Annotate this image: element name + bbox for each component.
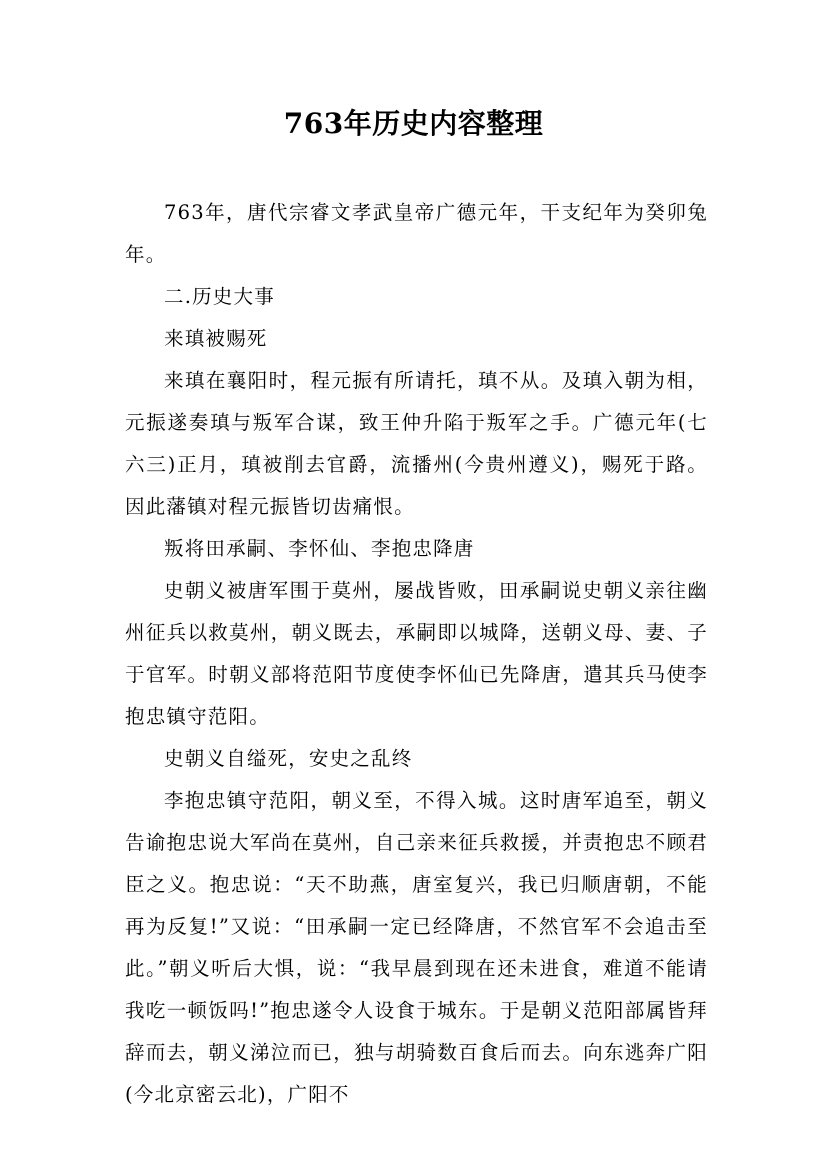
intro-paragraph: 763年，唐代宗睿文孝武皇帝广德元年，干支纪年为癸卯兔年。: [125, 201, 708, 266]
event-heading-surrender: 叛将田承嗣、李怀仙、李抱忠降唐: [164, 537, 475, 560]
section-heading: 二.历史大事: [164, 285, 275, 308]
event-heading-shi-chaoyi: 史朝义自缢死，安史之乱终: [164, 747, 413, 770]
event-paragraph-lai-zhen: 来瑱在襄阳时，程元振有所请托，瑱不从。及瑱入朝为相，元振遂奏瑱与叛军合谋，致王仲升陷于叛军之手。广德元年(七六三)正月，瑱被削去官爵，流播州(今贵州遵义)，赐死于路。因此藩镇对程元振皆切齿痛恨。: [125, 369, 708, 518]
event-paragraph-surrender: 史朝义被唐军围于莫州，屡战皆败，田承嗣说史朝义亲往幽州征兵以救莫州，朝义既去，承嗣即以城降，送朝义母、妻、子于官军。时朝义部将范阳节度使李怀仙已先降唐，遣其兵马使李抱忠镇守范阳。: [125, 579, 708, 728]
document-title: 763年历史内容整理: [283, 107, 544, 140]
event-heading-lai-zhen: 来瑱被赐死: [164, 327, 268, 350]
document-body: [125, 192, 708, 1116]
event-paragraph-shi-chaoyi: 李抱忠镇守范阳，朝义至，不得入城。这时唐军追至，朝义告谕抱忠说大军尚在莫州，自己亲来征兵救援，并责抱忠不顾君臣之义。抱忠说：“天不助燕，唐室复兴，我已归顺唐朝，不能再为反复!”又说：“田承嗣一定已经降唐，不然官军不会追击至此。”朝义听后大惧，说：“我早晨到现在还未进食，难道不能请我吃一顿饭吗!”抱忠遂令人设食于城东。于是朝义范阳部属皆拜辞而去，朝义涕泣而已，独与胡骑数百食后而去。向东逃奔广阳(今北京密云北)，广阳不: [125, 789, 708, 1106]
